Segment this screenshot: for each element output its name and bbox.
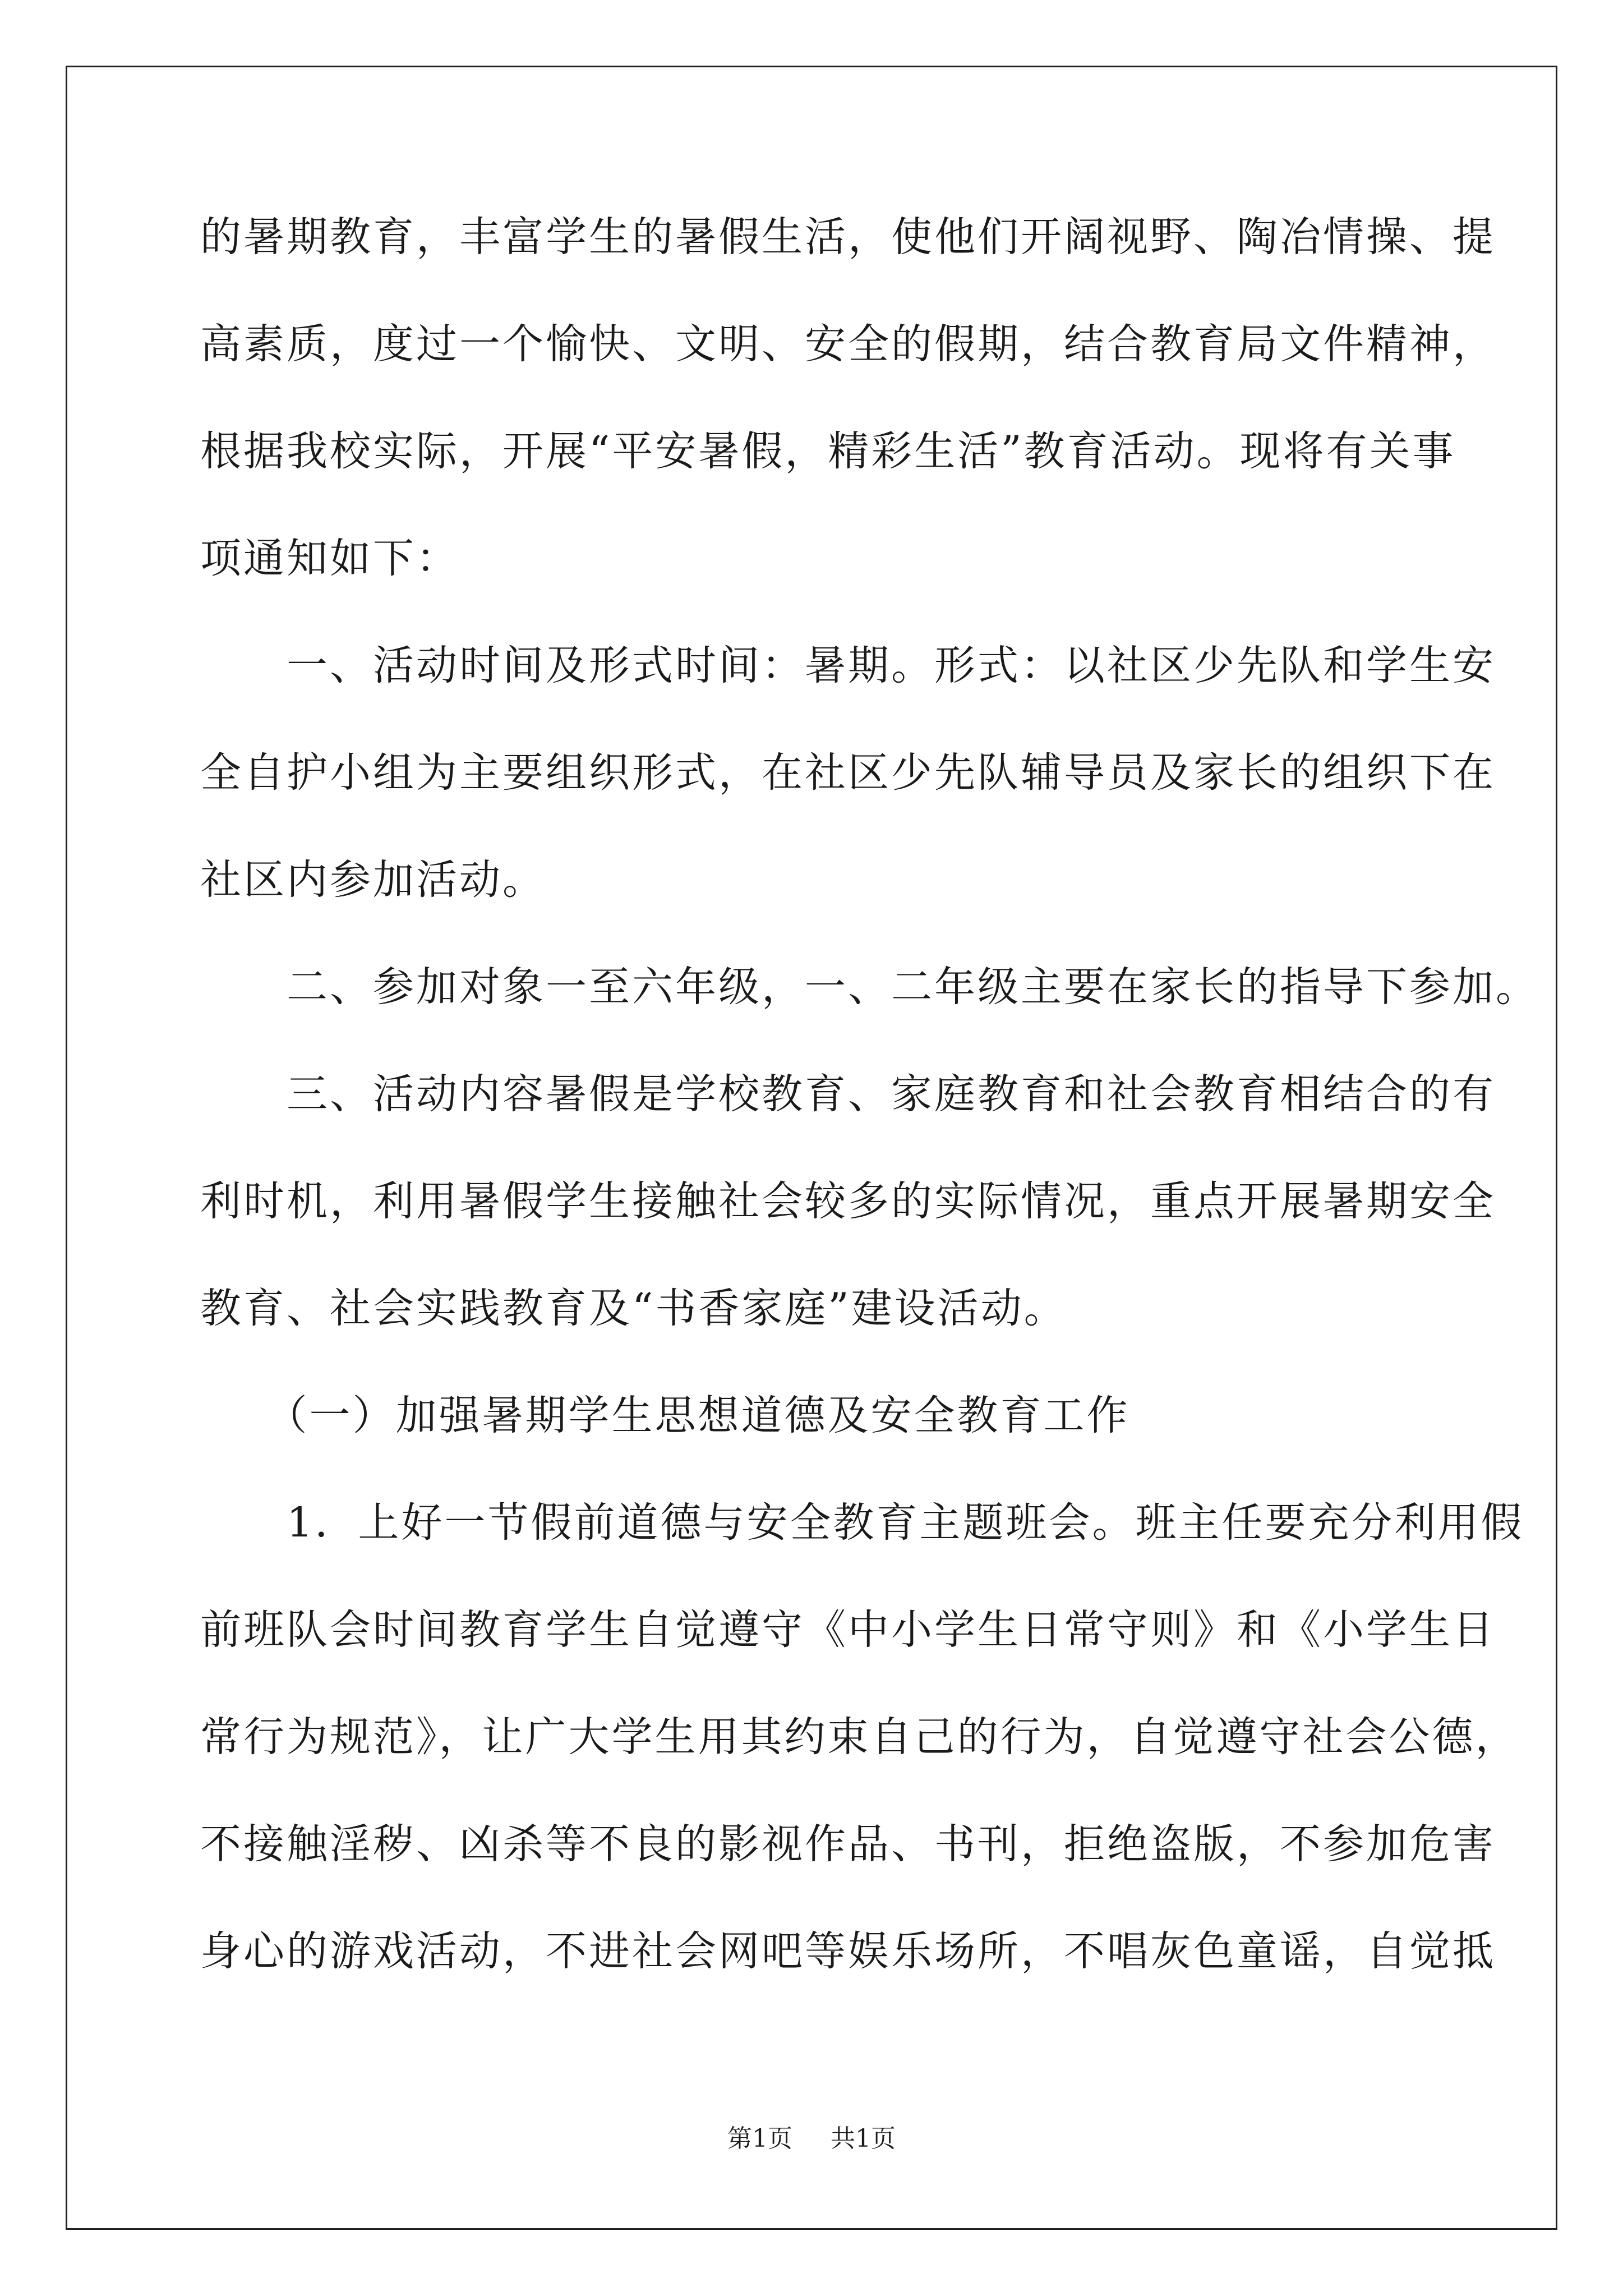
page-total: 共1页: [831, 2124, 896, 2153]
text-line-17: 身心的游戏活动，不进社会网吧等娱乐场所，不唱灰色童谣，自觉抵: [200, 1927, 1496, 1975]
text-line-8: 二、参加对象一至六年级，一、二年级主要在家长的指导下参加。: [200, 963, 1539, 1011]
text-line-6: 全自护小组为主要组织形式，在社区少先队辅导员及家长的组织下在: [200, 749, 1496, 797]
document-body: [200, 213, 1539, 2037]
text-line-13: 1．上好一节假前道德与安全教育主题班会。班主任要充分利用假: [200, 1499, 1524, 1547]
text-line-3: 根据我校实际，开展“平安暑假，精彩生活”教育活动。现将有关事: [200, 427, 1456, 475]
text-line-14: 前班队会时间教育学生自觉遵守《中小学生日常守则》和《小学生日: [200, 1606, 1496, 1654]
text-line-10: 利时机，利用暑假学生接触社会较多的实际情况，重点开展暑期安全: [200, 1177, 1496, 1225]
text-line-16: 不接触淫秽、凶杀等不良的影视作品、书刊，拒绝盗版，不参加危害: [200, 1820, 1496, 1868]
text-line-12: （一）加强暑期学生思想道德及安全教育工作: [200, 1392, 1130, 1439]
text-line-1: 的暑期教育，丰富学生的暑假生活，使他们开阔视野、陶冶情操、提: [200, 213, 1496, 261]
text-line-9: 三、活动内容暑假是学校教育、家庭教育和社会教育相结合的有: [200, 1070, 1496, 1118]
text-line-4: 项通知如下：: [200, 535, 459, 582]
text-line-11: 教育、社会实践教育及“书香家庭”建设活动。: [200, 1285, 1067, 1332]
text-line-7: 社区内参加活动。: [200, 856, 546, 904]
text-line-15: 常行为规范》，让广大学生用其约束自己的行为，自觉遵守社会公德，: [200, 1713, 1519, 1761]
page-number: 第1页: [727, 2124, 792, 2153]
page-footer: [0, 2125, 1623, 2153]
text-line-2: 高素质，度过一个愉快、文明、安全的假期，结合教育局文件精神，: [200, 320, 1496, 368]
text-line-5: 一、活动时间及形式时间：暑期。形式：以社区少先队和学生安: [200, 642, 1496, 689]
